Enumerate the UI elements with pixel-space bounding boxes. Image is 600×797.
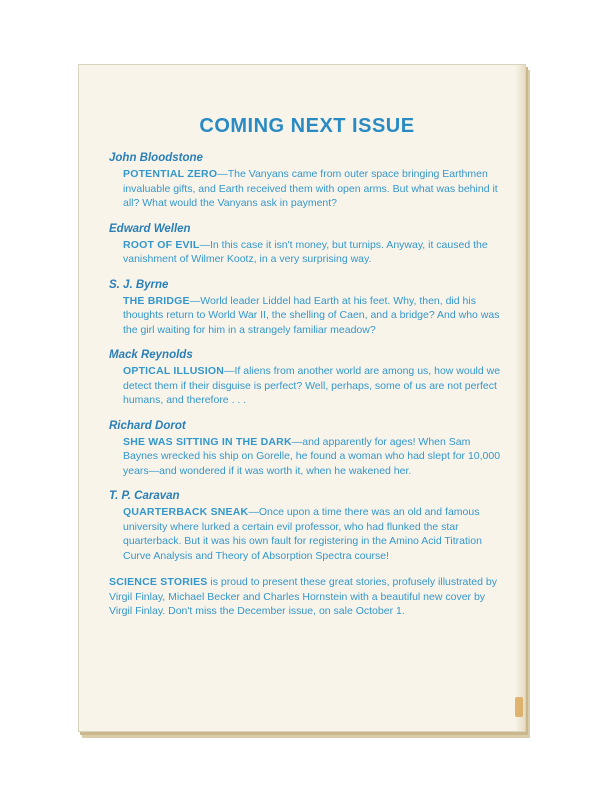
story-author: Richard Dorot [109, 419, 186, 432]
story-entry [109, 349, 505, 408]
story-description-block [109, 294, 505, 338]
story-title: QUARTERBACK SNEAK [123, 506, 249, 518]
story-entry [109, 152, 505, 211]
book-back-cover [78, 64, 526, 732]
story-description: —Once upon a time there was an old and famous university where lurked a certain evil professor, who had flunked the star quarterback. But it was his own fault for registering in the Amino Acid Titration Curve Analysis and Theory of Absorption Spectra course! [123, 506, 482, 562]
story-entry [109, 279, 505, 338]
story-description: —If aliens from another world are among us, how would we detect them if their disguise is perfect? Well, perhaps, some of us are not perfect humans, and therefore . . . [123, 365, 501, 406]
story-description-block [109, 435, 505, 479]
story-description-block [109, 167, 505, 211]
story-title: THE BRIDGE [123, 294, 190, 307]
magazine-name: SCIENCE STORIES [109, 576, 208, 588]
story-title: OPTICAL ILLUSION [123, 365, 225, 377]
story-entry [109, 223, 505, 267]
story-description: —World leader Liddel had Earth at his feet. Why, then, did his thoughts return to World War II, the shelling of Caen, and a bridge? And who was the girl waiting for him in a strangely familiar meadow? [123, 294, 500, 336]
closing-text: is proud to present these great stories, profusely illustrated by Virgil Finlay, Michael Becker and Charles Hornstein with a beautiful new cover by Virgil Finlay. Don't miss the December issue, on sale October 1. [109, 576, 497, 617]
story-title: ROOT OF EVIL [123, 238, 200, 251]
story-author: T. P. Caravan [109, 490, 180, 502]
story-author: Mack Reynolds [109, 349, 193, 361]
closing-paragraph [109, 575, 505, 619]
story-entry [109, 490, 505, 563]
story-author: Edward Wellen [109, 222, 191, 235]
cover-stain [515, 697, 523, 717]
story-author: John Bloodstone [109, 152, 203, 164]
story-description-block [109, 238, 505, 267]
page-heading: COMING NEXT ISSUE [199, 115, 415, 137]
story-description: —The Vanyans came from outer space bringing Earthmen invaluable gifts, and Earth received them with open arms. But what was behind it all? What would the Vanyans ask in payment? [123, 168, 498, 209]
story-description: —In this case it isn't money, but turnips. Anyway, it caused the vanishment of Wilmer Kootz, in a very surprising way. [123, 238, 488, 265]
story-entry [109, 420, 505, 479]
story-description: —and apparently for ages! When Sam Baynes wrecked his ship on Gorelle, he found a woman who had slept for 10,000 years—and wondered if it was worth it, when he wakened her. [123, 435, 501, 477]
story-title: POTENTIAL ZERO [123, 168, 218, 180]
page-edge-shading [515, 65, 525, 731]
story-description-block [109, 364, 505, 408]
story-description-block [109, 505, 505, 563]
story-title: SHE WAS SITTING IN THE DARK [123, 435, 292, 448]
story-author: S. J. Byrne [109, 278, 169, 291]
cover-text-block [109, 115, 505, 619]
